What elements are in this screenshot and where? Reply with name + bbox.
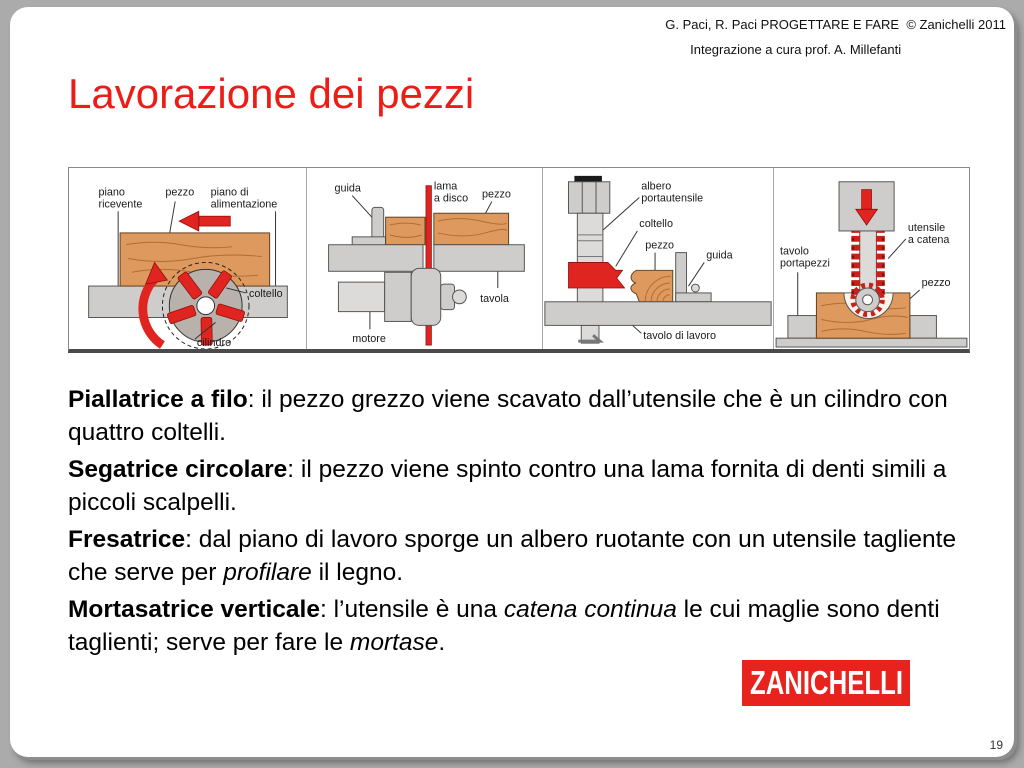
table-right (434, 245, 525, 272)
page-title: Lavorazione dei pezzi (68, 70, 475, 117)
label-albero-portautensile: albero (641, 180, 672, 193)
svg-text:portautensile: portautensile (641, 192, 704, 205)
svg-text:a catena: a catena (907, 233, 950, 246)
label-tavolo-di-lavoro: tavolo di lavoro (643, 330, 716, 343)
label-pezzo: pezzo (482, 188, 511, 201)
motor-assembly (338, 268, 466, 325)
label-utensile-a-catena: utensile (907, 221, 946, 234)
chain-tool (853, 227, 883, 315)
body-text (68, 383, 970, 663)
label-cilindro: cilindro (196, 337, 232, 349)
figure-panel-segatrice (307, 168, 543, 349)
figure-panel-mortasatrice (774, 168, 969, 349)
support-left (788, 316, 817, 339)
mortasatrice-diagram (774, 168, 969, 349)
zanichelli-logo-text: ZANICHELLI (750, 664, 904, 701)
label-tavolo-portapezzi: tavolo (780, 245, 809, 258)
wood-piece (631, 270, 673, 301)
svg-text:ricevente: ricevente (98, 198, 143, 211)
guide-fence (352, 207, 385, 245)
segatrice-diagram (307, 168, 542, 349)
label-pezzo: pezzo (165, 186, 195, 199)
label-guida: guida (706, 249, 733, 262)
support-right (910, 316, 937, 339)
page-number: 19 (989, 738, 1003, 752)
paragraph-segatrice: Segatrice circolare: il pezzo viene spinto contro una lama fornita di denti simili a piccoli scalpelli. (68, 456, 947, 516)
label-piano-ricevente: piano (98, 186, 125, 199)
label-pezzo: pezzo (645, 239, 675, 252)
svg-text:portapezzi: portapezzi (780, 257, 830, 270)
paragraph-mortasatrice: Mortasatrice verticale: l’utensile è una catena continua le cui maglie sono denti taglienti; serve per fare le mortase. (68, 596, 940, 656)
label-lama-a-disco: lama (433, 180, 458, 193)
machine-head (839, 182, 894, 231)
table-left (329, 245, 423, 272)
fresatrice-diagram (543, 168, 773, 349)
label-guida: guida (334, 182, 361, 195)
piallatrice-diagram (69, 168, 306, 349)
svg-text:alimentazione: alimentazione (210, 198, 278, 211)
label-motore: motore (352, 333, 386, 346)
paragraph-fresatrice: Fresatrice: dal piano di lavoro sporge un albero ruotante con un utensile tagliente che serve per profilare il legno. (68, 526, 957, 586)
feed-direction-arrow (179, 211, 230, 231)
zanichelli-logo (742, 660, 910, 706)
label-coltello: coltello (248, 287, 283, 300)
slide-header (665, 13, 1006, 58)
base-floor (776, 338, 967, 347)
header-integration-line: Integrazione a cura prof. A. Millefanti (690, 42, 902, 57)
wood-piece (386, 213, 509, 244)
figure-panel-piallatrice (69, 168, 307, 349)
slide-card (10, 7, 1014, 757)
label-tavola: tavola (480, 292, 509, 305)
figure-strip (68, 167, 970, 353)
label-piano-di-alimentazione: piano di (210, 186, 249, 199)
label-coltello: coltello (639, 218, 673, 231)
label-pezzo: pezzo (921, 277, 951, 290)
svg-text:a disco: a disco (433, 192, 469, 205)
figure-panel-fresatrice (543, 168, 774, 349)
header-credit-line: G. Paci, R. Paci PROGETTARE E FARE © Zanichelli 2011 (665, 17, 1006, 32)
paragraph-piallatrice: Piallatrice a filo: il pezzo grezzo viene scavato dall’utensile che è un cilindro con quattro coltelli. (68, 386, 948, 446)
work-table (545, 302, 771, 326)
